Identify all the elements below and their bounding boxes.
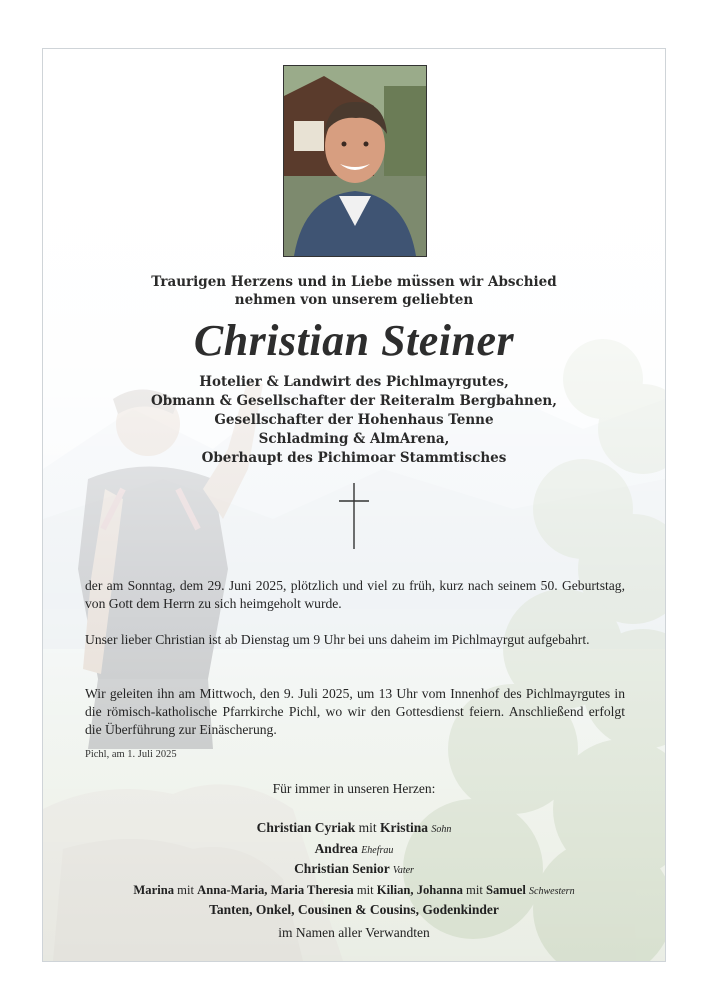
role-line: Obmann & Gesellschafter der Reiteralm Bergbahnen, <box>151 393 557 409</box>
roles-list <box>43 373 665 468</box>
role-line: Oberhaupt des Pichimoar Stammtisches <box>201 450 507 466</box>
mourner-joiner: mit <box>174 882 198 897</box>
mourner-separator: , <box>264 882 271 897</box>
place-date: Pichl, am 1. Juli 2025 <box>85 749 177 760</box>
mourners-footer: im Namen aller Verwandten <box>278 925 430 940</box>
parte-card <box>42 48 666 962</box>
mourner-line-wife <box>43 840 665 861</box>
intro-line-1: Traurigen Herzens und in Liebe müssen wir Abschied <box>151 274 557 290</box>
mourner-name: Kilian <box>376 882 411 897</box>
mourners-heading: Für immer in unseren Herzen: <box>272 781 436 796</box>
portrait-photo <box>283 65 427 257</box>
mourner-name: Kristina <box>380 820 429 835</box>
mourner-separator: , <box>410 882 417 897</box>
mourner-name: Christian Cyriak <box>256 820 356 835</box>
mourner-name: Samuel <box>485 882 526 897</box>
mourner-line-father <box>43 860 665 881</box>
mourner-line-relatives: Tanten, Onkel, Cousinen & Cousins, Godenkinder <box>209 902 499 917</box>
cross-icon <box>336 481 372 551</box>
mourners-list <box>43 819 665 920</box>
mourner-name: Anna-Maria <box>197 882 265 897</box>
funeral-service-notice: Wir geleiten ihn am Mittwoch, den 9. Juli 2025, um 13 Uhr vom Innenhof des Pichlmayrgutes in die römisch-katholische Pfarrkirche Pichl, wo wir den Gottesdienst feiern. Anschließend erfolgt die Überführung zur Einäscherung. <box>85 686 625 737</box>
mourner-name: Andrea <box>314 840 358 856</box>
role-line: Hotelier & Landwirt des Pichlmayrgutes, <box>199 374 509 390</box>
mourner-line-sisters <box>43 881 665 902</box>
relation-label: Ehefrau <box>361 844 394 856</box>
mourner-name: Maria Theresia <box>270 882 354 897</box>
relation-label: Schwestern <box>529 885 575 897</box>
death-announcement: der am Sonntag, dem 29. Juni 2025, plötzlich und viel zu früh, kurz nach seinem 50. Geburtstag, von Gott dem Herrn zu sich heimgeholt wurde. <box>85 578 625 611</box>
mourner-joiner: mit <box>353 882 377 897</box>
laying-out-notice: Unser lieber Christian ist ab Dienstag um 9 Uhr bei uns daheim im Pichlmayrgut aufgebahrt. <box>85 632 590 647</box>
relation-label: Vater <box>392 865 414 876</box>
mourner-name: Christian Senior <box>294 861 390 876</box>
mourner-name: Johanna <box>416 882 463 897</box>
intro-line-2: nehmen von unserem geliebten <box>234 292 474 308</box>
mourner-line-son <box>43 819 665 840</box>
mourner-joiner: mit <box>355 820 380 835</box>
role-line: Gesellschafter der Hohenhaus Tenne <box>214 412 494 428</box>
mourner-joiner: mit <box>462 882 486 897</box>
deceased-name: Christian Steiner <box>193 316 515 365</box>
relation-label: Sohn <box>431 824 452 835</box>
intro-text <box>43 273 665 309</box>
role-line: Schladming & AlmArena, <box>258 431 450 447</box>
mourner-name: Marina <box>133 882 174 897</box>
